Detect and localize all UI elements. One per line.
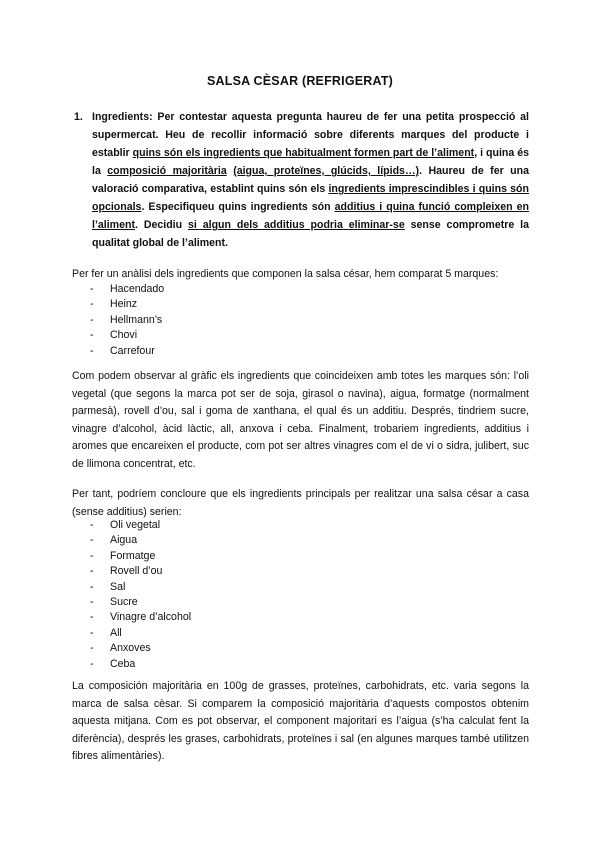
list-item: - Anxoves xyxy=(90,641,191,656)
question-text-2: , i quina és la xyxy=(92,147,529,177)
brand-list xyxy=(90,282,164,359)
intro-paragraph: Per fer un anàlisi dels ingredients que componen la salsa césar, hem comparat 5 marques: xyxy=(72,268,499,280)
question-underline-1: quins són els ingredients que habitualment formen part de l’aliment xyxy=(132,147,475,159)
list-item: - Ceba xyxy=(90,657,191,672)
question-text-7: sense comprometre la qualitat global de l’aliment. xyxy=(92,219,530,249)
list-item: - Vinagre d’alcohol xyxy=(90,610,191,625)
list-item: - Heinz xyxy=(90,297,164,312)
question-underline-4: ingredients imprescindibles i quins són opcionals xyxy=(92,183,530,213)
list-item: - Rovell d’ou xyxy=(90,564,191,579)
list-item: - Oli vegetal xyxy=(90,518,191,533)
composition-paragraph: La composición majoritària en 100g de grasses, proteïnes, carbohidrats, etc. varia segons la marca de salsa cèsar. Si comparem la composició majoritària d’aquests compostos obtenim aquesta mitjana. Com es pot observar, el component majoritari es l’aigua (s’ha calculat fent la diferència), després les grases, carbohidrats, proteïnes i sal (en algunes marques també utilitzen fibres alimentàries). xyxy=(72,680,529,762)
observation-paragraph: Com podem observar al gràfic els ingredients que coincideixen amb totes les marques són: l’oli vegetal (que segons la marca pot ser de soja, girasol o navina), aigua, formatge (normalment parmesà), rovell d’ou, sal i goma de xanthana, el qual és un additiu. Després, tindriem sucre, vinagre d’alcohol, àcid làctic, all, anxova i ceba. Finalment, trobariem ingredients, additius i aromes que encareixen el producte, com pot ser altres vinagres com el de vi o sidra, julibert, suc de llimona concentrat, etc. xyxy=(72,370,529,470)
list-item: - Hellmann’s xyxy=(90,313,164,328)
question-underline-5: additius i quina funció compleixen en l’aliment xyxy=(92,201,529,231)
page-title: SALSA CÈSAR (REFRIGERAT) xyxy=(206,74,394,88)
list-item: - Hacendado xyxy=(90,282,164,297)
list-item: - All xyxy=(90,626,191,641)
conclusion-paragraph: Per tant, podríem concloure que els ingredients principals per realitzar una salsa césar a casa (sense additius) serien: xyxy=(72,488,529,518)
list-item: - Chovi xyxy=(90,328,164,343)
question-text-5: . Especifiqueu quins ingredients són xyxy=(141,201,335,213)
list-item: - Aigua xyxy=(90,533,191,548)
list-item: - Sucre xyxy=(90,595,191,610)
list-item: - Carrefour xyxy=(90,344,164,359)
ingredient-list xyxy=(90,518,191,672)
question-number: 1. xyxy=(74,111,83,123)
question-underline-2: composició majoritària xyxy=(107,165,227,177)
question-text-4: . Haureu de fer una valoració comparativa, establint quins són els xyxy=(92,165,529,195)
list-item: - Sal xyxy=(90,580,191,595)
list-item: - Formatge xyxy=(90,549,191,564)
question-underline-6: si algun dels additius podria eliminar-se xyxy=(188,219,405,231)
question-text-6: . Decidiu xyxy=(134,219,188,231)
question-1 xyxy=(74,108,530,252)
question-underline-3: (aigua, proteïnes, glúcids, lípids…) xyxy=(233,165,420,177)
question-text-1: Ingredients: Per contestar aquesta pregunta haureu de fer una petita prospecció al supermercat. Heu de recollir informació sobre diferents marques del producte i establir xyxy=(92,111,529,159)
